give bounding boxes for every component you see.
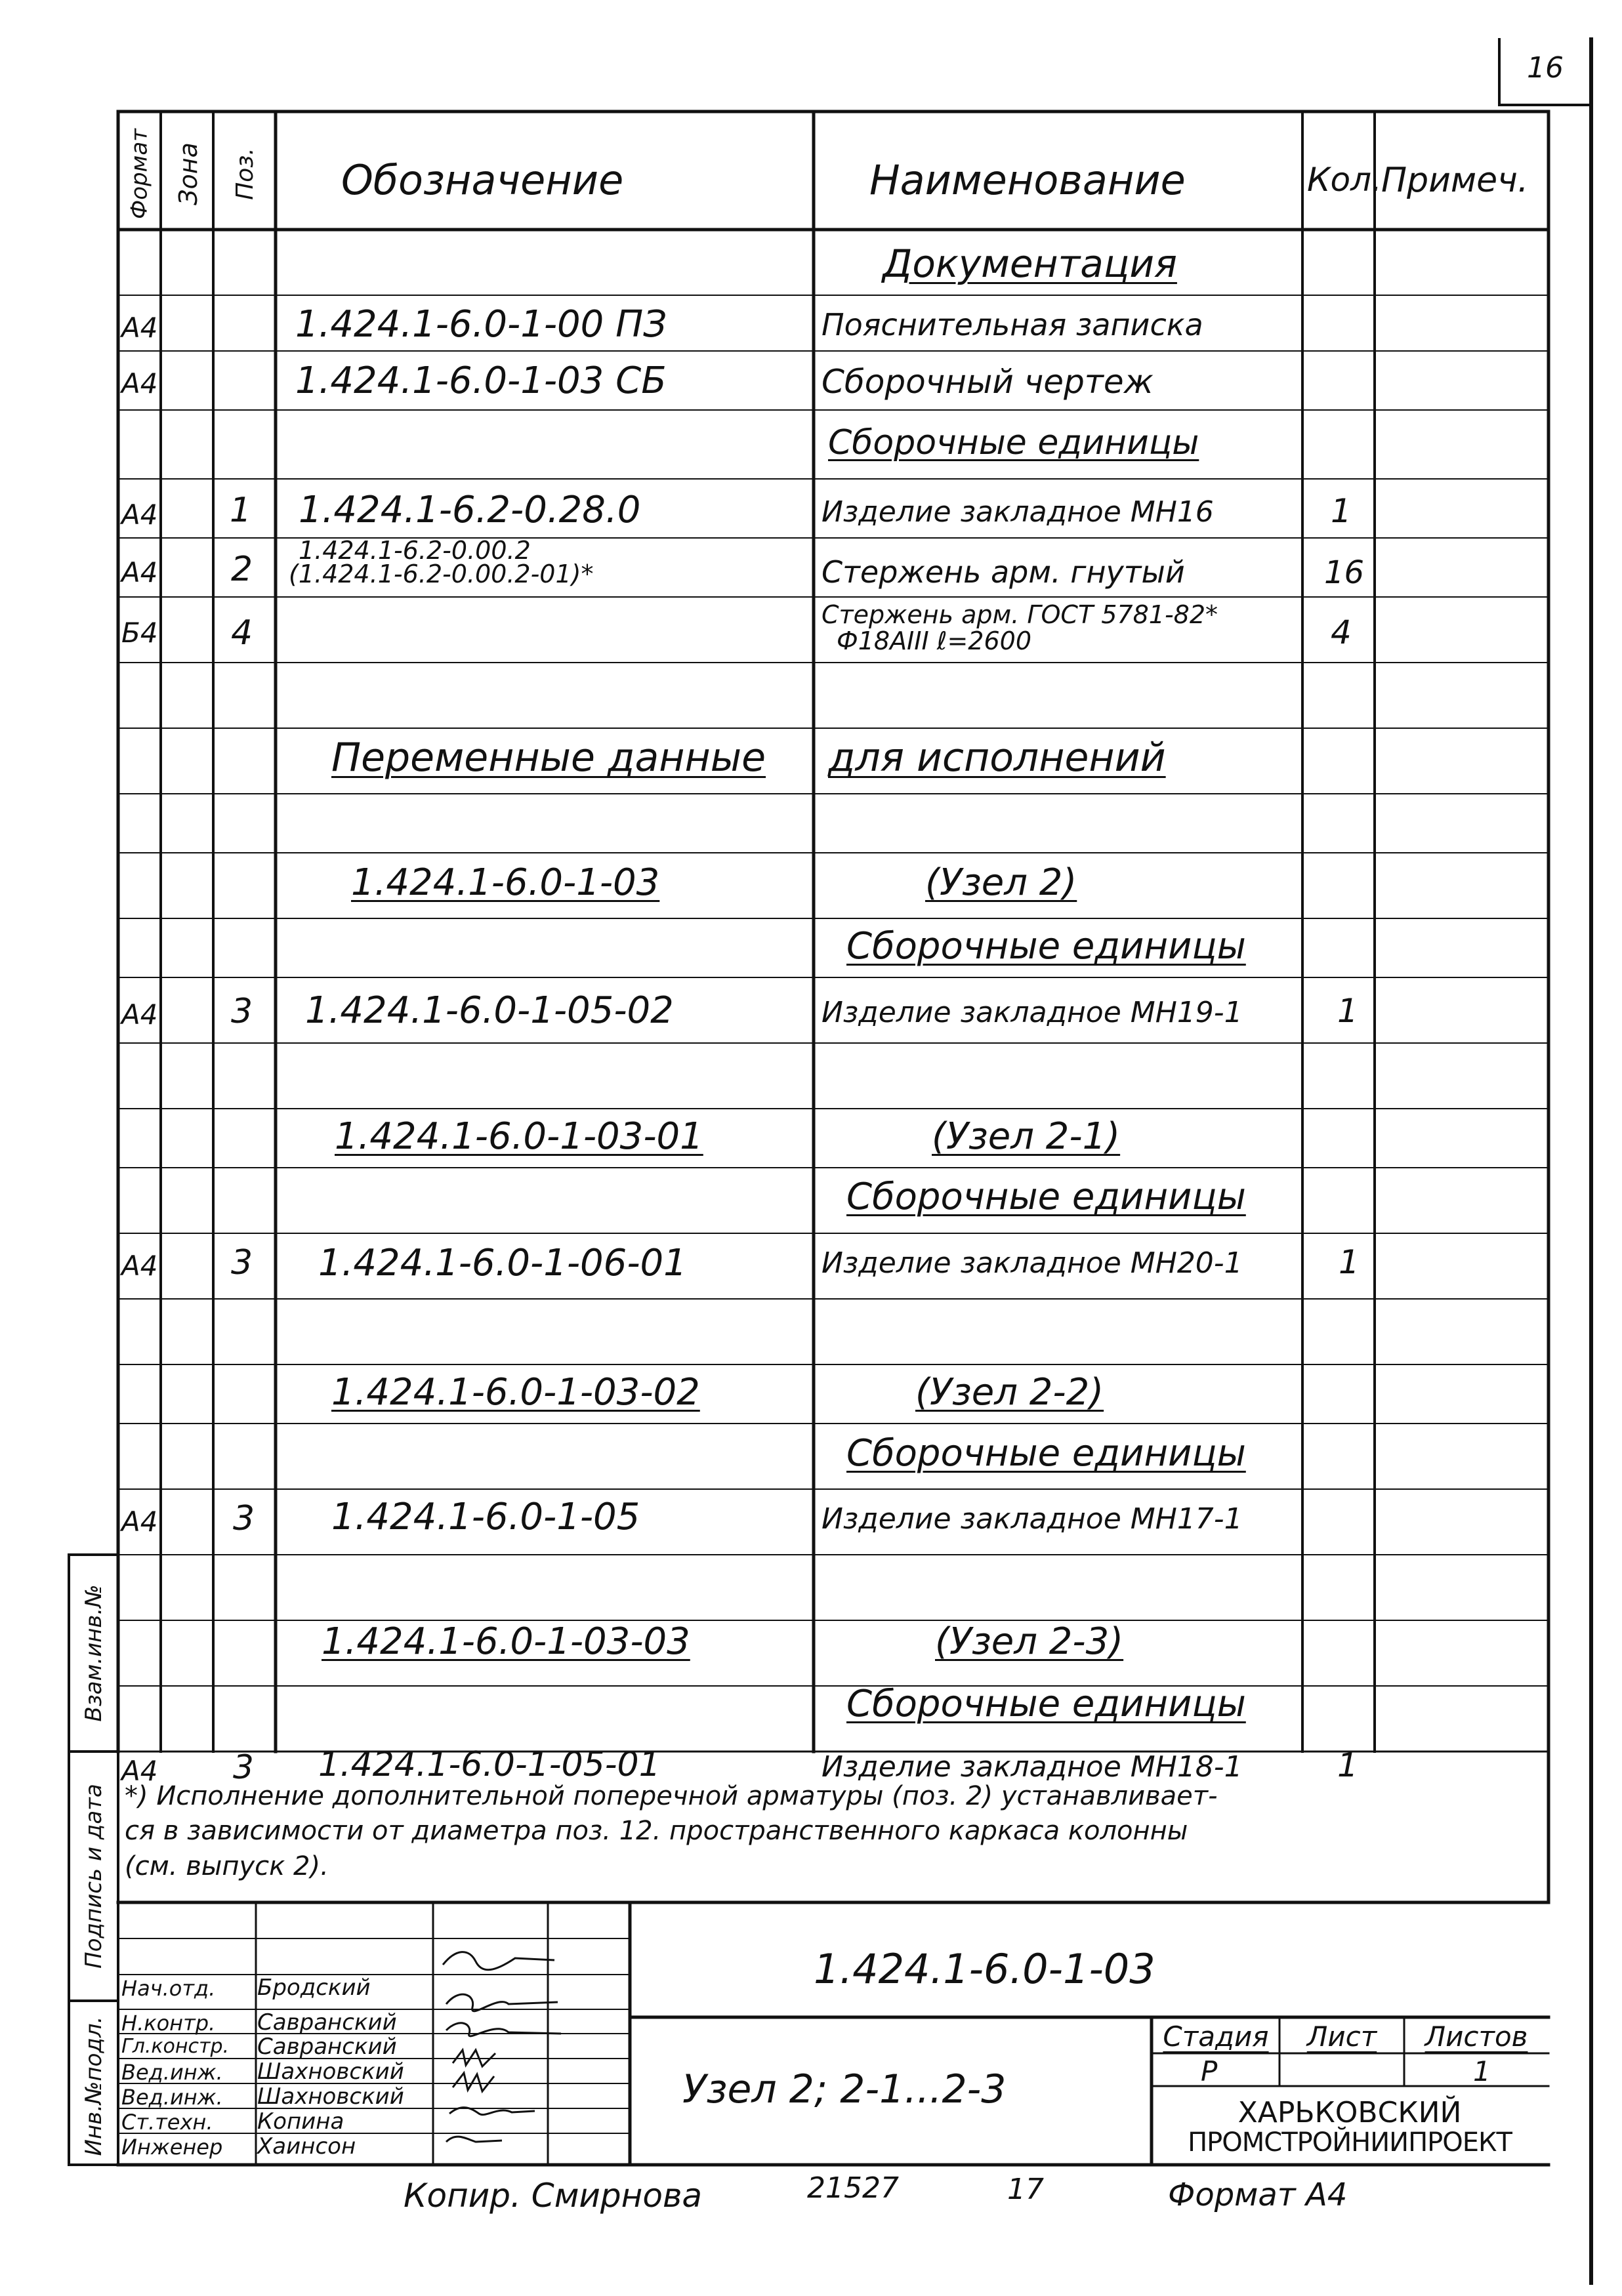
- variant-designation: 1.424.1-6.0-1-03-01: [335, 1115, 703, 1158]
- header-format: Формат: [126, 129, 153, 219]
- header-note: Примеч.: [1381, 161, 1529, 200]
- signature-role: Н.контр.: [121, 2011, 216, 2036]
- row-format: А4: [121, 312, 158, 344]
- row-designation: 1.424.1-6.0-1-05-02: [305, 989, 674, 1032]
- format-label: Формат А4: [1168, 2177, 1348, 2213]
- row-name-detail: Ф18АIII ℓ=2600: [837, 626, 1032, 655]
- variant-node: (Узел 2-3): [935, 1620, 1124, 1663]
- row-format: А4: [121, 367, 158, 400]
- variant-node: (Узел 2-1): [932, 1115, 1121, 1158]
- signature-role: Вед.инж.: [121, 2060, 223, 2085]
- row-format: А4: [121, 499, 158, 531]
- row-designation: 1.424.1-6.0-1-05: [331, 1496, 640, 1538]
- footnote-line-2: ся в зависимости от диаметра поз. 12. пространственного каркаса колонны: [125, 1816, 1188, 1846]
- section-heading-documentation: Документация: [883, 241, 1177, 286]
- header-zone: Зона: [174, 142, 203, 205]
- row-format: А4: [121, 1755, 158, 1787]
- row-designation-alt: (1.424.1-6.2-0.00.2-01)*: [289, 560, 594, 588]
- row-pos: 2: [231, 550, 253, 589]
- header-pos: Поз.: [232, 148, 259, 200]
- row-name: Изделие закладное МН20-1: [821, 1246, 1243, 1280]
- row-name: Изделие закладное МН17-1: [821, 1502, 1243, 1536]
- variable-data-heading-left: Переменные данные: [331, 735, 766, 781]
- signature-name: Хаинсон: [257, 2133, 356, 2160]
- signature-name: Копина: [257, 2108, 344, 2135]
- variant-section-heading: Сборочные единицы: [846, 1432, 1246, 1475]
- header-name: Наименование: [869, 156, 1186, 204]
- variant-section-heading: Сборочные единицы: [846, 1683, 1246, 1725]
- row-qty: 1: [1337, 992, 1358, 1030]
- row-name: Пояснительная записка: [821, 307, 1203, 342]
- stage-value: Р: [1201, 2055, 1218, 2087]
- variant-designation: 1.424.1-6.0-1-03-03: [322, 1620, 690, 1663]
- row-name: Изделие закладное МН19-1: [821, 996, 1243, 1029]
- row-pos: 3: [231, 992, 253, 1031]
- sheets-label: Листов: [1424, 2020, 1528, 2053]
- row-name: Изделие закладное МН18-1: [821, 1750, 1243, 1784]
- row-name: Стержень арм. ГОСТ 5781-82*: [821, 600, 1218, 629]
- row-qty: 1: [1337, 1746, 1358, 1784]
- row-name: Стержень арм. гнутый: [821, 554, 1185, 590]
- row-qty: 1: [1339, 1243, 1360, 1281]
- title-block-title: Узел 2; 2-1...2-3: [682, 2066, 1007, 2112]
- row-pos: 3: [233, 1499, 255, 1538]
- signature-role: Инженер: [121, 2135, 223, 2160]
- row-format: А4: [121, 1506, 158, 1538]
- row-format: Б4: [121, 617, 158, 649]
- signature-name: Бродский: [257, 1975, 371, 2001]
- row-pos: 3: [231, 1243, 253, 1282]
- row-designation: 1.424.1-6.2-0.28.0: [299, 489, 641, 531]
- handwritten-signatures: [436, 1942, 568, 2165]
- variant-node: (Узел 2-2): [915, 1371, 1104, 1414]
- row-qty: 4: [1331, 613, 1352, 651]
- variable-data-heading-right: для исполнений: [828, 735, 1166, 781]
- archive-number: 21527: [807, 2171, 899, 2205]
- signature-name: Савранский: [257, 2009, 397, 2036]
- header-designation: Обозначение: [341, 156, 624, 204]
- footnote-line-3: (см. выпуск 2).: [125, 1851, 329, 1881]
- row-designation: 1.424.1-6.0-1-05-01: [318, 1745, 661, 1784]
- row-designation: 1.424.1-6.0-1-06-01: [318, 1242, 687, 1284]
- row-designation: 1.424.1-6.0-1-03 СБ: [295, 359, 667, 402]
- signature-role: Гл.констр.: [121, 2035, 230, 2058]
- signature-role: Ст.техн.: [121, 2110, 213, 2135]
- margin-inv-vzam: Взам.инв.№: [81, 1584, 107, 1722]
- row-pos: 1: [230, 491, 252, 530]
- title-block-code: 1.424.1-6.0-1-03: [814, 1945, 1155, 1993]
- signature-name: Шахновский: [257, 2059, 404, 2085]
- row-format: А4: [121, 998, 158, 1031]
- footnote-line-1: *) Исполнение дополнительной поперечной арматуры (поз. 2) устанавливает-: [125, 1781, 1218, 1811]
- variant-section-heading: Сборочные единицы: [846, 1176, 1246, 1218]
- header-qty: Кол.: [1307, 161, 1382, 199]
- row-qty: 16: [1324, 554, 1365, 591]
- row-name: Изделие закладное МН16: [821, 495, 1214, 529]
- sheet-label: Лист: [1306, 2020, 1377, 2053]
- signature-name: Савранский: [257, 2034, 397, 2060]
- variant-section-heading: Сборочные единицы: [846, 925, 1246, 968]
- organization-line-2: ПРОМСТРОЙНИИПРОЕКТ: [1188, 2127, 1512, 2158]
- variant-designation: 1.424.1-6.0-1-03: [351, 861, 660, 904]
- variant-designation: 1.424.1-6.0-1-03-02: [331, 1371, 700, 1414]
- row-pos: 3: [233, 1748, 254, 1786]
- variant-node: (Узел 2): [925, 861, 1077, 904]
- row-designation: 1.424.1-6.2-0.00.2: [299, 536, 531, 565]
- stage-label: Стадия: [1163, 2020, 1269, 2053]
- organization-line-1: ХАРЬКОВСКИЙ: [1237, 2096, 1462, 2129]
- signature-role: Вед.инж.: [121, 2085, 223, 2110]
- row-qty: 1: [1331, 492, 1352, 530]
- copied-by: Копир. Смирнова: [404, 2177, 703, 2215]
- sheet-number: 16: [1527, 51, 1564, 85]
- signature-name: Шахновский: [257, 2083, 404, 2110]
- page-number: 17: [1007, 2173, 1044, 2206]
- row-format: А4: [121, 556, 158, 588]
- section-heading-assembly: Сборочные единицы: [828, 423, 1199, 462]
- row-designation: 1.424.1-6.0-1-00 ПЗ: [295, 303, 667, 346]
- signature-role: Нач.отд.: [121, 1976, 216, 2001]
- row-pos: 4: [231, 613, 253, 653]
- margin-sign-date: Подпись и дата: [81, 1784, 107, 1969]
- sheets-value: 1: [1473, 2055, 1491, 2087]
- row-name: Сборочный чертеж: [821, 363, 1154, 401]
- margin-inv-podl: Инв.№подл.: [81, 2016, 107, 2156]
- row-format: А4: [121, 1250, 158, 1282]
